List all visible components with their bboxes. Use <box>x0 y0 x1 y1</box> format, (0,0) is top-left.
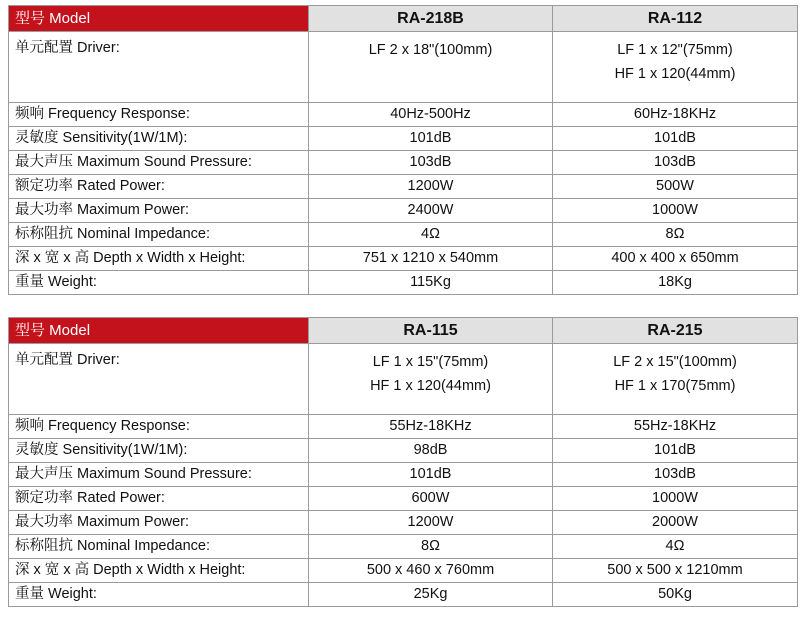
frequency-value: 55Hz-18KHz <box>553 415 798 439</box>
spl-value: 103dB <box>553 151 798 175</box>
impedance-row <box>9 223 798 247</box>
spec-table-1 <box>8 5 798 295</box>
rated-power-value: 1000W <box>553 487 798 511</box>
rated-power-value: 500W <box>553 175 798 199</box>
driver-line: LF 1 x 12"(75mm) <box>617 42 733 58</box>
frequency-label: 频响 Frequency Response: <box>9 103 309 127</box>
impedance-value: 8Ω <box>553 223 798 247</box>
model-label: 型号 Model <box>9 318 309 344</box>
model-header-row <box>9 6 798 32</box>
driver-line: HF 1 x 120(44mm) <box>614 66 736 82</box>
max-power-label: 最大功率 Maximum Power: <box>9 199 309 223</box>
dimensions-value: 500 x 460 x 760mm <box>309 559 553 583</box>
rated-power-row <box>9 487 798 511</box>
model-name: RA-112 <box>553 6 798 32</box>
spec-table-2 <box>8 317 798 607</box>
dimensions-label: 深 x 宽 x 高 Depth x Width x Height: <box>9 247 309 271</box>
frequency-label: 频响 Frequency Response: <box>9 415 309 439</box>
dimensions-value: 400 x 400 x 650mm <box>553 247 798 271</box>
sensitivity-row <box>9 439 798 463</box>
max-power-value: 1200W <box>309 511 553 535</box>
driver-value <box>309 32 553 103</box>
weight-value: 115Kg <box>309 271 553 295</box>
dimensions-label: 深 x 宽 x 高 Depth x Width x Height: <box>9 559 309 583</box>
frequency-value: 40Hz-500Hz <box>309 103 553 127</box>
rated-power-row <box>9 175 798 199</box>
driver-line: HF 1 x 170(75mm) <box>614 378 736 394</box>
driver-row <box>9 32 798 103</box>
impedance-label: 标称阻抗 Nominal Impedance: <box>9 223 309 247</box>
weight-value: 18Kg <box>553 271 798 295</box>
max-power-value: 1000W <box>553 199 798 223</box>
spl-label: 最大声压 Maximum Sound Pressure: <box>9 151 309 175</box>
sensitivity-label: 灵敏度 Sensitivity(1W/1M): <box>9 439 309 463</box>
rated-power-value: 600W <box>309 487 553 511</box>
rated-power-value: 1200W <box>309 175 553 199</box>
dimensions-value: 751 x 1210 x 540mm <box>309 247 553 271</box>
frequency-value: 55Hz-18KHz <box>309 415 553 439</box>
max-power-row <box>9 511 798 535</box>
driver-line: HF 1 x 120(44mm) <box>370 378 491 394</box>
weight-label: 重量 Weight: <box>9 271 309 295</box>
driver-line: LF 2 x 18"(100mm) <box>368 42 493 58</box>
frequency-row <box>9 415 798 439</box>
spl-row <box>9 151 798 175</box>
model-label: 型号 Model <box>9 6 309 32</box>
driver-row <box>9 344 798 415</box>
driver-line: LF 2 x 15"(100mm) <box>613 354 737 370</box>
max-power-value: 2400W <box>309 199 553 223</box>
dimensions-row <box>9 559 798 583</box>
driver-value <box>553 32 798 103</box>
frequency-row <box>9 103 798 127</box>
model-name: RA-115 <box>309 318 553 344</box>
max-power-value: 2000W <box>553 511 798 535</box>
spl-row <box>9 463 798 487</box>
impedance-label: 标称阻抗 Nominal Impedance: <box>9 535 309 559</box>
impedance-row <box>9 535 798 559</box>
sensitivity-value: 98dB <box>309 439 553 463</box>
dimensions-row <box>9 247 798 271</box>
weight-row <box>9 271 798 295</box>
impedance-value: 4Ω <box>553 535 798 559</box>
sensitivity-label: 灵敏度 Sensitivity(1W/1M): <box>9 127 309 151</box>
driver-label: 单元配置 Driver: <box>9 344 309 415</box>
max-power-row <box>9 199 798 223</box>
dimensions-value: 500 x 500 x 1210mm <box>553 559 798 583</box>
weight-value: 50Kg <box>553 583 798 607</box>
rated-power-label: 额定功率 Rated Power: <box>9 175 309 199</box>
sensitivity-value: 101dB <box>309 127 553 151</box>
driver-value <box>553 344 798 415</box>
driver-value <box>309 344 553 415</box>
model-header-row <box>9 318 798 344</box>
model-name: RA-215 <box>553 318 798 344</box>
weight-value: 25Kg <box>309 583 553 607</box>
impedance-value: 8Ω <box>309 535 553 559</box>
sensitivity-value: 101dB <box>553 439 798 463</box>
driver-line: LF 1 x 15"(75mm) <box>372 354 489 370</box>
spl-value: 103dB <box>309 151 553 175</box>
max-power-label: 最大功率 Maximum Power: <box>9 511 309 535</box>
sensitivity-row <box>9 127 798 151</box>
model-name: RA-218B <box>309 6 553 32</box>
driver-label: 单元配置 Driver: <box>9 32 309 103</box>
weight-label: 重量 Weight: <box>9 583 309 607</box>
sensitivity-value: 101dB <box>553 127 798 151</box>
spl-label: 最大声压 Maximum Sound Pressure: <box>9 463 309 487</box>
spl-value: 103dB <box>553 463 798 487</box>
spl-value: 101dB <box>309 463 553 487</box>
weight-row <box>9 583 798 607</box>
frequency-value: 60Hz-18KHz <box>553 103 798 127</box>
rated-power-label: 额定功率 Rated Power: <box>9 487 309 511</box>
impedance-value: 4Ω <box>309 223 553 247</box>
